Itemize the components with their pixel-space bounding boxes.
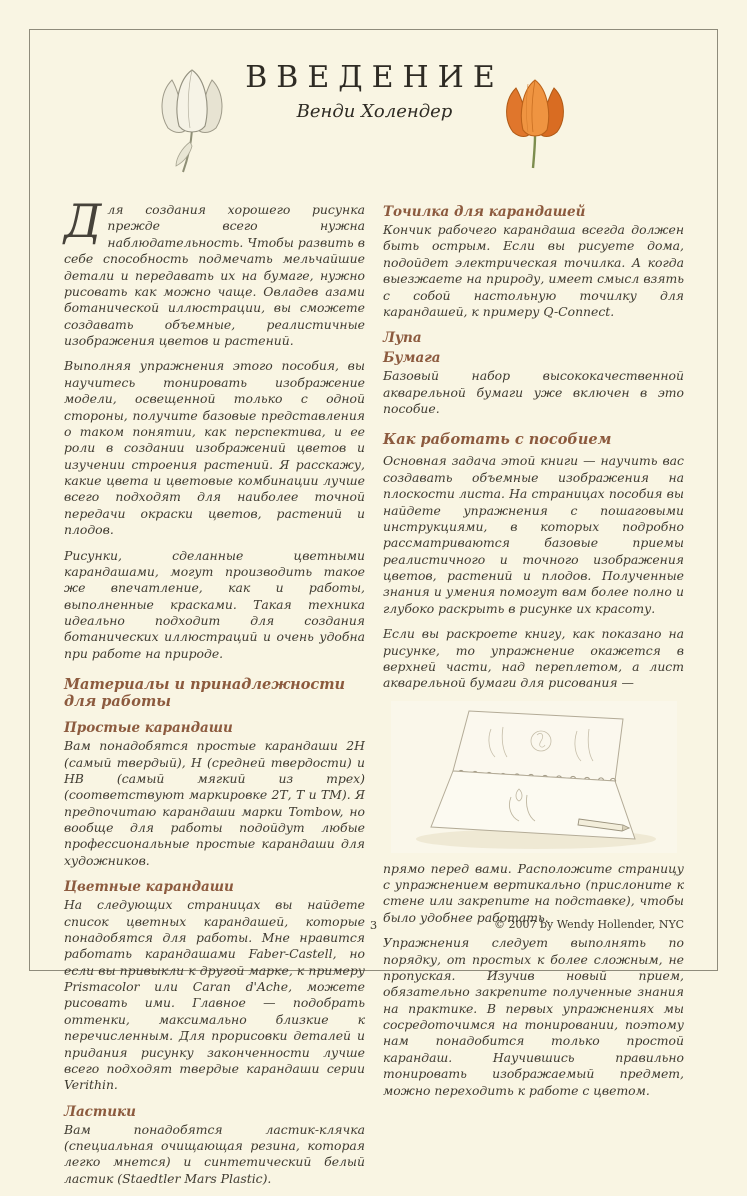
- header: [64, 60, 685, 178]
- copyright-notice: © 2007 by Wendy Hollender, NYC: [493, 918, 684, 931]
- paragraph: Вам понадобятся ластик-клячка (специальная очищающая резина, которая легко мнется) и синтетический белый ластик (Staedtler Mars Plastic).: [64, 1121, 365, 1186]
- section-heading-materials: Материалы и принадлежности для работы: [64, 676, 346, 711]
- paragraph: На следующих страницах вы найдете список цветных карандашей, которые понадобятся для работы. Мне нравится работать карандашами Faber-Castell, но если вы привыкли к другой марке, к примеру Prismacolor или Caran d'Ache, можете рисовать ими. Главное — подобрать оттенки, максимально близкие к перечисленным. Для прорисовки деталей и придания рисунку законченности лучше всего подходят твердые карандаши серии Verithin.: [64, 897, 365, 1093]
- intro-paragraph: [64, 194, 365, 349]
- white-tulip-illustration: [146, 62, 238, 178]
- subheading-erasers: Ластики: [64, 1103, 136, 1120]
- two-column-text: [64, 194, 685, 1196]
- page-number: 3: [369, 918, 378, 932]
- subheading-colored-pencils: Цветные карандаши: [64, 879, 234, 896]
- orange-tulip-illustration: [492, 74, 578, 174]
- author-name: Венди Холендер: [296, 101, 453, 122]
- paragraph: Упражнения следует выполнять по порядку, от простых к более сложным, не пропуская. Изучив новый прием, обязательно закрепите полученные знания на практике. В первых упражнениях мы сосредоточимся на тонировании, поэтому нам понадобится только простой карандаш. Научившись правильно тонировать изображаемый предмет, можно переходить к работе с цветом.: [383, 935, 684, 1098]
- page-content: [64, 46, 685, 1196]
- paragraph: Выполняя упражнения этого пособия, вы научитесь тонировать изображение модели, освещенной только с одной стороны, получите базовые представления о таком понятии, как перспектива, и ее роли в создании изображений цветов и изучении строения растений. Я расскажу, какие цвета и цветовые комбинации лучше всего подходят для наиболее точной передачи окраски цветов, растений и плодов.: [64, 358, 365, 538]
- paragraph: Рисунки, сделанные цветными карандашами, могут производить такое же впечатление, как и работы, выполненные красками. Такая техника идеально подходит для создания ботанических иллюстраций и очень удобна при работе на природе.: [64, 547, 365, 661]
- paragraph: Основная задача этой книги — научить вас создавать объемные изображения на плоскости листа. На страницах пособия вы найдете упражнения с пошаговыми инструкциями, в которых подробно рассматриваются базовые приемы реалистичного и точного изображения цветов, растений и плодов. Полученные знания и умения помогут вам более полно и глубоко раскрыть в рисунке их красоту.: [383, 453, 684, 616]
- paragraph: прямо перед вами. Расположите страницу с упражнением вертикально (прислоните к стене или закрепите на подставке), чтобы было удобнее работать.: [383, 860, 684, 925]
- subheading-simple-pencils: Простые карандаши: [64, 720, 233, 737]
- paragraph: Вам понадобятся простые карандаши 2Н (самый твердый), Н (средней твердости) и НВ (самый мягкий из трех) (соответствуют маркировке 2Т, Т и ТМ). Я предпочитаю карандаши марки Tombow, но вообще для работы подойдут любые профессиональные простые карандаши для художников.: [64, 738, 365, 868]
- paragraph-text: ля создания хорошего рисунка прежде всего нужна наблюдательность. Чтобы развить в себе способность подмечать мельчайшие детали и передавать их на бумаге, нужно рисовать как можно чаще. Овладев азами ботанической иллюстрации, вы сможете создавать объемные, реалистичные изображения цветов и растений.: [64, 202, 365, 348]
- drop-cap: Д: [64, 194, 102, 248]
- open-sketchbook-illustration: [391, 701, 677, 853]
- paragraph: Если вы раскроете книгу, как показано на рисунке, то упражнение окажется в верхней части, над переплетом, а лист акварельной бумаги для рисования —: [383, 626, 684, 691]
- left-column: [64, 194, 365, 1196]
- subheading-paper: Бумага: [383, 350, 441, 367]
- page-title: ВВЕДЕНИЕ: [245, 60, 504, 95]
- paragraph: Кончик рабочего карандаша всегда должен быть острым. Если вы рисуете дома, подойдет электрическая точилка. А когда выезжаете на природу, имеет смысл взять с собой настольную точилку для карандашей, к примеру Q-Connect.: [383, 222, 684, 319]
- subheading-loupe: Лупа: [383, 330, 422, 347]
- section-heading-howto: Как работать с пособием: [383, 431, 612, 449]
- subheading-sharpener: Точилка для карандашей: [383, 204, 586, 220]
- paragraph: Базовый набор высококачественной акварельной бумаги уже включен в это пособие.: [383, 368, 684, 416]
- footer: [0, 918, 747, 938]
- right-column: [383, 202, 684, 1196]
